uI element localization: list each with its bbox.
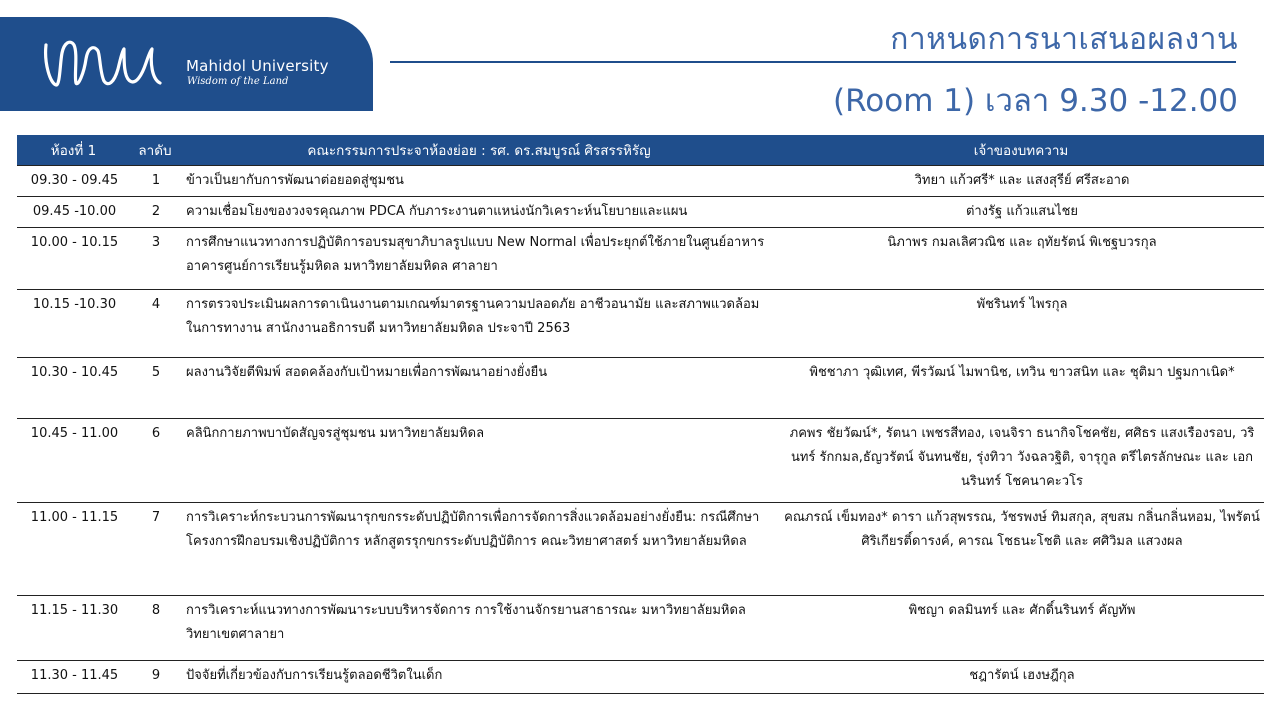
- title-divider: [390, 61, 1236, 63]
- row-title: คลินิกกายภาพบาบัดสัญจรสู่ชุมชน มหาวิทยาลัยมหิดล: [180, 419, 778, 503]
- row-authors: วิทยา แก้วศรี* และ แสงสุรีย์ ศรีสะอาด: [778, 166, 1264, 197]
- header-order: ลาดับ: [130, 135, 180, 166]
- table-row: [17, 197, 1264, 228]
- row-number: 5: [130, 358, 180, 419]
- row-authors: พัชรินทร์ ไพรกุล: [778, 290, 1264, 358]
- row-authors: ภคพร ชัยวัฒน์*, รัตนา เพชรสีทอง, เจนจิรา ธนากิจโชคชัย, ศศิธร แสงเรืองรอบ, วรินทร์ รักกมล,ธัญวรัตน์ จันทนชัย, รุ่งทิวา วังฉลวฐิติ, จารุกูล ตรีไตรลักษณะ และ เอกนรินทร์ โชคนาคะวโร: [778, 419, 1264, 503]
- header-committee: คณะกรรมการประจาห้องย่อย : รศ. ดร.สมบูรณ์ ศิรสรรหิรัญ: [180, 135, 778, 166]
- row-time: 10.45 - 11.00: [17, 419, 130, 503]
- university-name: Mahidol University: [186, 57, 329, 75]
- row-authors: พิชชาภา วุฒิเทศ, พีรวัฒน์ ไมพานิช, เทวิน ขาวสนิท และ ชุติมา ปฐมกาเนิด*: [778, 358, 1264, 419]
- row-number: 2: [130, 197, 180, 228]
- table-row: [17, 596, 1264, 661]
- table-row: [17, 358, 1264, 419]
- table-row: [17, 290, 1264, 358]
- row-time: 10.00 - 10.15: [17, 228, 130, 290]
- row-title: ผลงานวิจัยตีพิมพ์ สอดคล้องกับเป้าหมายเพื่อการพัฒนาอย่างยั่งยืน: [180, 358, 778, 419]
- schedule-table: [17, 135, 1264, 694]
- row-authors: พิชญา ดลมินทร์ และ ศักดิ์นรินทร์ คัญทัพ: [778, 596, 1264, 661]
- table-row: [17, 419, 1264, 503]
- row-number: 8: [130, 596, 180, 661]
- row-title: การตรวจประเมินผลการดาเนินงานตามเกณฑ์มาตรฐานความปลอดภัย อาชีวอนามัย และสภาพแวดล้อมในการทางาน สานักงานอธิการบดี มหาวิทยาลัยมหิดล ประจาปี 2563: [180, 290, 778, 358]
- row-number: 4: [130, 290, 180, 358]
- table-header-row: [17, 135, 1264, 166]
- row-time: 09.45 -10.00: [17, 197, 130, 228]
- row-title: ความเชื่อมโยงของวงจรคุณภาพ PDCA กับภาระงานตาแหน่งนักวิเคราะห์นโยบายและแผน: [180, 197, 778, 228]
- row-time: 10.30 - 10.45: [17, 358, 130, 419]
- table-row: [17, 661, 1264, 694]
- row-title: การศึกษาแนวทางการปฏิบัติการอบรมสุขาภิบาลรูปแบบ New Normal เพื่อประยุกต์ใช้ภายในศูนย์อาหาร อาคารศูนย์การเรียนรู้มหิดล มหาวิทยาลัยมหิดล ศาลายา: [180, 228, 778, 290]
- row-time: 10.15 -10.30: [17, 290, 130, 358]
- header-authors: เจ้าของบทความ: [778, 135, 1264, 166]
- row-number: 3: [130, 228, 180, 290]
- row-number: 9: [130, 661, 180, 694]
- row-number: 7: [130, 503, 180, 596]
- row-time: 09.30 - 09.45: [17, 166, 130, 197]
- mu-logo-icon: [40, 33, 168, 89]
- row-time: 11.15 - 11.30: [17, 596, 130, 661]
- row-authors: คณภรณ์ เข็มทอง* ดารา แก้วสุพรรณ, วัชรพงษ์ ทิมสกุล, สุขสม กลิ่นกลิ่นหอม, ไพรัตน์ ศิริเกียรติ์ดารงค์, คารณ โชธนะโชติ และ ศศิวิมล แสวงผล: [778, 503, 1264, 596]
- row-title: การวิเคราะห์กระบวนการพัฒนารุกขกรระดับปฏิบัติการเพื่อการจัดการสิ่งแวดล้อมอย่างยั่งยืน: กรณีศึกษาโครงการฝึกอบรมเชิงปฏิบัติการ หลักสูตรรุกขกรระดับปฏิบัติการ คณะวิทยาศาสตร์ มหาวิทยาลัยมหิดล: [180, 503, 778, 596]
- row-authors: ต่างรัฐ แก้วแสนไชย: [778, 197, 1264, 228]
- row-title: ข้าวเป็นยากับการพัฒนาต่อยอดสู่ชุมชน: [180, 166, 778, 197]
- row-authors: นิภาพร กมลเลิศวณิช และ ฤทัยรัตน์ พิเชฐบวรกุล: [778, 228, 1264, 290]
- table-row: [17, 503, 1264, 596]
- university-tagline: Wisdom of the Land: [187, 76, 289, 87]
- table-row: [17, 228, 1264, 290]
- logo-banner: [0, 17, 373, 111]
- row-number: 6: [130, 419, 180, 503]
- header-room: ห้องที่ 1: [17, 135, 130, 166]
- row-number: 1: [130, 166, 180, 197]
- row-authors: ชฎารัตน์ เฮงษฎีกุล: [778, 661, 1264, 694]
- row-title: ปัจจัยที่เกี่ยวข้องกับการเรียนรู้ตลอดชีวิตในเด็ก: [180, 661, 778, 694]
- table-row: [17, 166, 1264, 197]
- row-time: 11.00 - 11.15: [17, 503, 130, 596]
- page-subtitle: (Room 1) เวลา 9.30 -12.00: [833, 83, 1238, 119]
- row-title: การวิเคราะห์แนวทางการพัฒนาระบบบริหารจัดการ การใช้งานจักรยานสาธารณะ มหาวิทยาลัยมหิดล วิทยาเขตศาลายา: [180, 596, 778, 661]
- row-time: 11.30 - 11.45: [17, 661, 130, 694]
- page-title: กาหนดการนาเสนอผลงาน: [890, 22, 1238, 57]
